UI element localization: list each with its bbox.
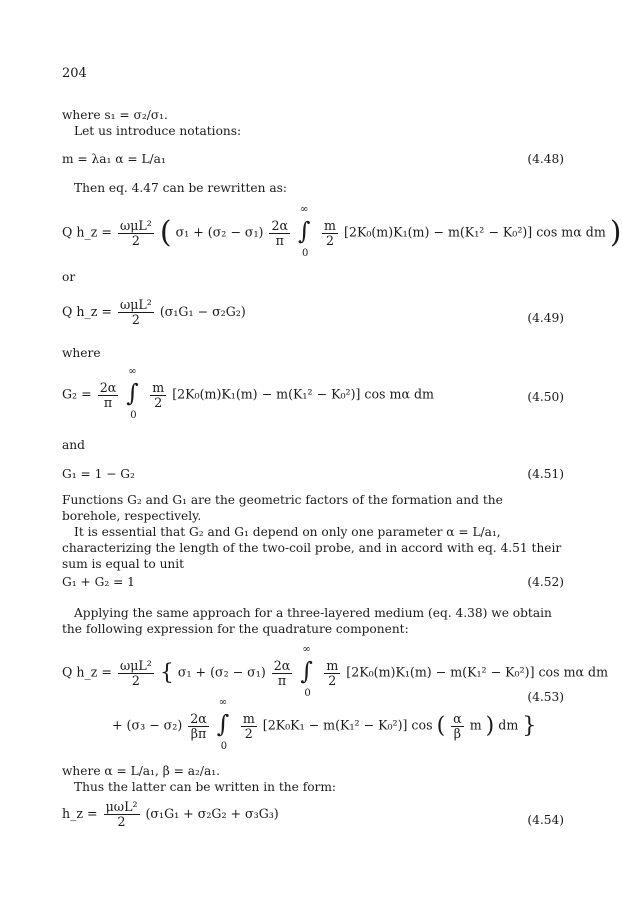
equation-unnumbered-qhz [62,204,622,259]
fraction-numerator: α [453,710,462,726]
fraction-numerator: m [152,379,165,395]
bracket-term-short: [2K₀K₁ − m(K₁² − K₀²)] cos [262,717,433,733]
integral-upper: ∞ [218,697,228,708]
left-paren: ( [159,215,172,250]
fraction-denominator: 2 [326,232,335,248]
fraction-denominator: π [275,232,284,248]
fraction-m-2 [322,219,338,248]
fraction-numerator: 2α [273,657,291,673]
qhz-lhs: Q h_z = [62,304,112,319]
functions-paragraph: Functions G₂ and G₁ are the geometric factors of the formation and the borehole, respectively. [62,493,503,523]
eq449-tail: (σ₁G₁ − σ₂G₂) [159,304,246,319]
equation-label-4-53: (4.53) [527,690,564,704]
integral-lower: 0 [130,410,137,421]
fraction-2alpha-betapi [188,712,209,741]
integral-lower: 0 [304,688,311,699]
fraction-denominator: 2 [131,232,140,248]
integral-lower: 0 [302,248,309,259]
left-paren: ( [436,713,446,739]
fraction-denominator: βπ [190,725,207,741]
bracket-term: [2K₀(m)K₁(m) − m(K₁² − K₀²)] cos mα dm [172,386,434,402]
integral-upper: ∞ [302,644,311,655]
fraction-numerator: ωμL² [119,657,152,673]
where-alpha-beta-text: where α = L/a₁, β = a₂/a₁. [62,764,220,778]
fraction-2alpha-pi [269,219,290,248]
essential-paragraph: It is essential that G₂ and G₁ depend on only one parameter α = L/a₁, characterizing the length of the two-coil probe, and in accord with eq. 4.51 their sum is equal to unit [62,525,562,571]
right-brace: } [522,713,537,739]
fraction-numerator: μωL² [105,799,138,814]
integral-sign [126,366,142,421]
page-number: 204 [62,66,87,81]
where-s1-text: where s₁ = σ₂/σ₁. [62,108,168,122]
equation-4-49 [62,298,246,327]
equation-4-54 [62,800,279,829]
integral-glyph: ∫ [216,710,230,738]
applying-paragraph: Applying the same approach for a three-layered medium (eq. 4.38) we obtain the following expression for the quadrature component: [62,606,552,636]
equation-4-48: m = λa₁ α = L/a₁ [62,152,166,166]
integral-glyph: ∫ [300,657,313,685]
fraction-omega-mu-l2 [118,659,154,688]
fraction-denominator: 2 [131,672,140,688]
fraction-denominator: 2 [131,312,140,327]
sigma-term: σ₁ + (σ₂ − σ₁) [177,664,266,680]
fraction-numerator: 2α [190,710,207,726]
hz-lhs: h_z = [62,806,98,821]
fraction-alpha-beta [451,712,464,741]
equation-4-51: G₁ = 1 − G₂ [62,467,135,481]
left-brace: { [159,660,174,686]
fraction-m-2 [324,659,340,688]
sigma3-term: + (σ₃ − σ₂) [112,717,183,733]
where-text: where [62,346,101,360]
fraction-numerator: m [242,710,255,726]
bracket-term: [2K₀(m)K₁(m) − m(K₁² − K₀²)] cos mα dm [346,664,609,680]
equation-4-50 [62,366,434,421]
notations-intro: Let us introduce notations: [74,124,242,138]
qhz-lhs: Q h_z = [62,664,112,680]
fraction-m-2 [241,712,257,741]
right-paren: ) [609,215,622,250]
equation-label-4-49: (4.49) [527,311,564,325]
fraction-denominator: 2 [328,672,337,688]
bracket-term: [2K₀(m)K₁(m) − m(K₁² − K₀²)] cos mα dm [344,224,606,240]
rewrite-intro: Then eq. 4.47 can be rewritten as: [74,181,287,195]
integral-sign [300,644,316,699]
equation-label-4-52: (4.52) [527,575,564,589]
equation-label-4-48: (4.48) [527,152,564,166]
fraction-numerator: m [326,657,339,673]
fraction-numerator: m [324,217,336,233]
integral-glyph: ∫ [126,379,139,407]
fraction-denominator: π [277,672,287,688]
fraction-denominator: 2 [154,394,163,410]
integral-lower: 0 [220,741,228,752]
fraction-denominator: 2 [117,814,126,829]
equation-label-4-54: (4.54) [527,813,564,827]
fraction-numerator: ωμL² [119,217,152,233]
fraction-2alpha-pi [98,381,119,410]
fraction-mu-omega-l2 [104,800,140,829]
sigma-term: σ₁ + (σ₂ − σ₁) [175,224,264,240]
right-paren: ) [485,713,495,739]
and-text: and [62,438,85,452]
fraction-numerator: 2α [271,217,289,233]
equation-label-4-51: (4.51) [527,467,564,481]
m-variable: m [469,717,482,733]
eq454-tail: (σ₁G₁ + σ₂G₂ + σ₃G₃) [145,806,279,821]
equation-4-52: G₁ + G₂ = 1 [62,575,135,589]
qhz-lhs: Q h_z = [62,224,112,240]
or-text: or [62,270,76,284]
fraction-omega-mu-l2 [118,219,154,248]
fraction-omega-mu-l2 [118,298,154,327]
g2-lhs: G₂ = [62,386,92,402]
integral-upper: ∞ [128,366,137,377]
integral-sign [216,697,233,752]
equation-label-4-50: (4.50) [527,390,564,404]
dm-text: dm [498,717,519,733]
fraction-numerator: ωμL² [119,297,152,312]
integral-glyph: ∫ [298,217,311,245]
fraction-m-2 [150,381,166,410]
integral-sign [298,204,314,259]
fraction-2alpha-pi [272,659,293,688]
fraction-denominator: β [453,725,462,741]
fraction-numerator: 2α [99,379,117,395]
thus-latter-text: Thus the latter can be written in the form: [74,780,337,794]
integral-upper: ∞ [300,204,309,215]
fraction-denominator: 2 [244,725,253,741]
fraction-denominator: π [103,394,113,410]
equation-4-53-line2 [112,697,537,752]
